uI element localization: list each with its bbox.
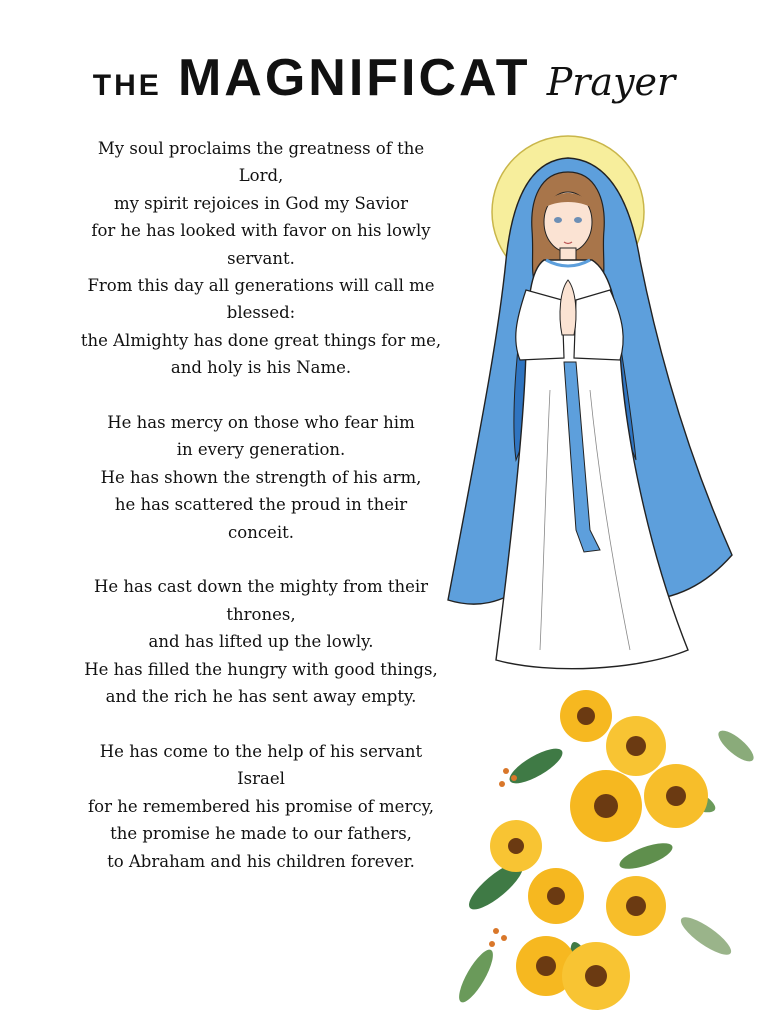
prayer-line: He has filled the hungry with good things, bbox=[84, 659, 438, 679]
prayer-line: to Abraham and his children forever. bbox=[107, 851, 415, 871]
prayer-line: He has come to the help of his servant Israel bbox=[99, 741, 423, 789]
sunflower-icon bbox=[560, 690, 612, 742]
prayer-line: for he remembered his promise of mercy, bbox=[88, 796, 434, 816]
sunflower-icon bbox=[606, 876, 666, 936]
sunflower-icon bbox=[606, 716, 666, 776]
prayer-line: From this day all generations will call me blessed: bbox=[87, 276, 435, 323]
prayer-line: and the rich he has sent away empty. bbox=[105, 687, 417, 707]
sunflower-icon bbox=[528, 868, 584, 924]
prayer-line: he has scattered the proud in their conceit. bbox=[114, 495, 408, 542]
prayer-stanza-1 bbox=[80, 135, 442, 382]
prayer-line: He has mercy on those who fear him bbox=[107, 413, 415, 433]
prayer-stanza-4 bbox=[80, 738, 442, 875]
prayer-stanza-2 bbox=[80, 409, 442, 546]
title-prefix: THE bbox=[92, 69, 162, 102]
prayer-line: the promise he made to our fathers, bbox=[110, 824, 412, 844]
mary-illustration bbox=[440, 130, 740, 675]
prayer-stanza-3 bbox=[80, 573, 442, 710]
sunflower-icon bbox=[562, 942, 630, 1010]
prayer-line: my spirit rejoices in God my Savior bbox=[113, 193, 409, 213]
prayer-line: the Almighty has done great things for me, bbox=[80, 330, 442, 350]
prayer-text bbox=[80, 135, 442, 902]
page-title bbox=[0, 48, 768, 108]
sunflower-bouquet bbox=[436, 676, 766, 1021]
prayer-line: My soul proclaims the greatness of the Lord, bbox=[97, 139, 425, 186]
sunflower-icon bbox=[570, 770, 642, 842]
prayer-line: and has lifted up the lowly. bbox=[148, 632, 374, 652]
prayer-line: He has shown the strength of his arm, bbox=[100, 467, 422, 487]
prayer-line: in every generation. bbox=[176, 440, 346, 460]
sunflower-icon bbox=[644, 764, 708, 828]
prayer-line: and holy is his Name. bbox=[170, 358, 352, 378]
prayer-line: He has cast down the mighty from their thrones, bbox=[93, 577, 429, 624]
title-main: MAGNIFICAT bbox=[177, 49, 531, 107]
title-suffix: Prayer bbox=[546, 60, 676, 104]
prayer-line: for he has looked with favor on his lowly servant. bbox=[91, 221, 431, 268]
sunflower-icon bbox=[490, 820, 542, 872]
